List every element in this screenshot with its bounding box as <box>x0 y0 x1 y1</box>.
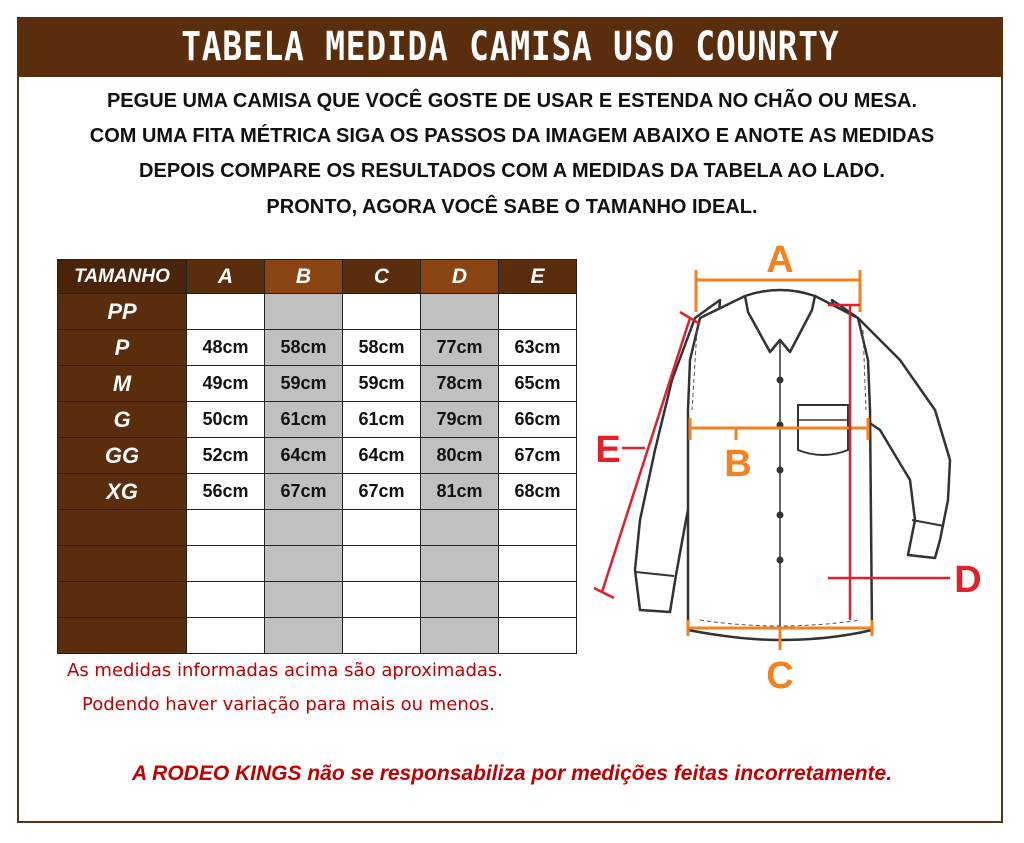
size-label-cell: GG <box>58 438 187 474</box>
measurement-cell: 68cm <box>499 474 577 510</box>
instruction-line-4: PRONTO, AGORA VOCÊ SABE O TAMANHO IDEAL. <box>266 196 758 218</box>
size-label-cell: M <box>58 366 187 402</box>
size-table-row <box>58 438 577 474</box>
measurement-cell: 64cm <box>265 438 343 474</box>
measurement-cell <box>187 294 265 330</box>
measurement-cell <box>265 510 343 546</box>
size-label-cell: PP <box>58 294 187 330</box>
note-variation: Podendo haver variação para mais ou menos. <box>82 694 495 715</box>
measurement-cell: 81cm <box>421 474 499 510</box>
label-b: B <box>724 443 752 485</box>
measurement-cell: 78cm <box>421 366 499 402</box>
size-label-cell <box>58 510 187 546</box>
measurement-cell: 56cm <box>187 474 265 510</box>
measurement-cell <box>343 618 421 654</box>
measurement-cell: 67cm <box>265 474 343 510</box>
size-label-cell: G <box>58 402 187 438</box>
measurement-cell <box>343 582 421 618</box>
measurement-cell: 58cm <box>265 330 343 366</box>
header-e: E <box>499 260 577 294</box>
note-approximate: As medidas informadas acima são aproximadas. <box>67 660 504 681</box>
header-tamanho: TAMANHO <box>58 260 187 294</box>
disclaimer-text: A RODEO KINGS não se responsabiliza por medições feitas incorretamente. <box>131 762 893 785</box>
measurement-cell <box>499 618 577 654</box>
measurement-cell: 63cm <box>499 330 577 366</box>
size-label-cell <box>58 582 187 618</box>
title-banner <box>17 17 1003 77</box>
header-a: A <box>187 260 265 294</box>
label-d: D <box>954 559 982 601</box>
size-label-cell <box>58 618 187 654</box>
header-d: D <box>421 260 499 294</box>
measurement-cell: 61cm <box>265 402 343 438</box>
label-c: C <box>766 655 794 697</box>
label-a: A <box>766 239 794 281</box>
measurement-cell <box>265 294 343 330</box>
measurement-cell <box>187 546 265 582</box>
size-table-header-row <box>58 260 577 294</box>
size-table <box>57 259 577 654</box>
page-title: TABELA MEDIDA CAMISA USO COUNRTY <box>180 24 840 70</box>
header-c: C <box>343 260 421 294</box>
size-table-row <box>58 366 577 402</box>
measurement-cell <box>499 546 577 582</box>
measurement-cell <box>343 294 421 330</box>
measurement-cell <box>343 510 421 546</box>
measurement-cell: 59cm <box>265 366 343 402</box>
measurement-cell <box>421 294 499 330</box>
size-label-cell: XG <box>58 474 187 510</box>
measurement-cell <box>421 582 499 618</box>
instruction-line-1: PEGUE UMA CAMISA QUE VOCÊ GOSTE DE USAR E ESTENDA NO CHÃO OU MESA. <box>106 90 918 112</box>
measurement-cell <box>499 510 577 546</box>
measurement-cell: 79cm <box>421 402 499 438</box>
measurement-cell <box>499 294 577 330</box>
measurement-cell <box>499 582 577 618</box>
measurement-cell: 65cm <box>499 366 577 402</box>
header-b: B <box>265 260 343 294</box>
measurement-cell: 58cm <box>343 330 421 366</box>
measurement-cell <box>421 510 499 546</box>
shirt-diagram <box>585 232 1015 702</box>
size-table-row <box>58 402 577 438</box>
measurement-cell <box>187 582 265 618</box>
instruction-line-2: COM UMA FITA MÉTRICA SIGA OS PASSOS DA IMAGEM ABAIXO E ANOTE AS MEDIDAS <box>89 125 935 147</box>
measurement-cell: 50cm <box>187 402 265 438</box>
measurement-cell: 66cm <box>499 402 577 438</box>
measurement-cell <box>265 582 343 618</box>
measurement-cell: 77cm <box>421 330 499 366</box>
instruction-line-3: DEPOIS COMPARE OS RESULTADOS COM A MEDIDAS DA TABELA AO LADO. <box>139 160 885 182</box>
measurement-cell <box>187 618 265 654</box>
size-label-cell: P <box>58 330 187 366</box>
measurement-cell: 80cm <box>421 438 499 474</box>
size-table-row <box>58 618 577 654</box>
measurement-cell <box>421 618 499 654</box>
measurement-cell <box>265 546 343 582</box>
label-e: E <box>595 429 621 471</box>
measurement-cell: 48cm <box>187 330 265 366</box>
measurement-cell <box>187 510 265 546</box>
size-table-row <box>58 546 577 582</box>
measurement-cell: 64cm <box>343 438 421 474</box>
size-table-row <box>58 330 577 366</box>
size-table-row <box>58 510 577 546</box>
measurement-cell: 49cm <box>187 366 265 402</box>
measurement-cell <box>265 618 343 654</box>
measurement-cell: 67cm <box>499 438 577 474</box>
size-label-cell <box>58 546 187 582</box>
size-table-row <box>58 474 577 510</box>
size-table-row <box>58 582 577 618</box>
measurement-cell <box>421 546 499 582</box>
measurement-cell <box>343 546 421 582</box>
measurement-cell: 52cm <box>187 438 265 474</box>
measurement-cell: 61cm <box>343 402 421 438</box>
measurement-cell: 59cm <box>343 366 421 402</box>
size-table-row <box>58 294 577 330</box>
measurement-cell: 67cm <box>343 474 421 510</box>
